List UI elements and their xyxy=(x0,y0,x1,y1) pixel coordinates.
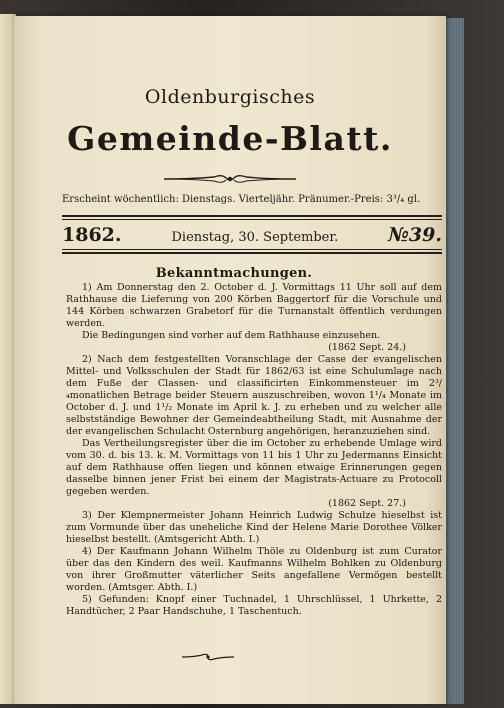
header-rule-top-thin xyxy=(62,219,442,220)
notice-1-extra: Die Bedingungen sind vorher auf dem Rathhause einzusehen. xyxy=(82,330,381,341)
notice-5: 5) Gefunden: Knopf einer Tuchnadel, 1 Uhrschlüssel, 1 Uhrkette, 2 Handtücher, 2 Paar Handschuhe, 1 Taschentuch. xyxy=(66,594,442,617)
notice-2-extra: Das Vertheilungsregister über die im October zu erhebende Umlage wird vom 30. d. bis 13. k. M. Vormittags von 11 bis 1 Uhr zu Jedermanns Einsicht auf dem Rathhause offen liegen und können etwaige Erinnerungen gegen dasselbe binnen jener Frist bei einem der Magistrats-Actuare zu Protocoll gegeben werden. xyxy=(66,438,442,497)
header-rule-top xyxy=(62,215,442,217)
end-ornament-icon xyxy=(180,652,236,662)
notices-body xyxy=(66,282,442,618)
issue-year: 1862. xyxy=(62,224,122,246)
masthead-top-line: Oldenburgisches xyxy=(144,86,316,108)
notice-3: 3) Der Klempnermeister Johann Heinrich Ludwig Schulze hieselbst ist zum Vormunde über das uneheliche Kind der Helene Marie Dorothee Völker hieselbst bestellt. (Amtsgericht Abth. I.) xyxy=(66,510,442,545)
publication-info: Erscheint wöchentlich: Dienstags. Vierteljähr. Pränumer.-Preis: 3³/₄ gl. xyxy=(62,194,421,205)
notice-2: 2) Nach dem festgestellten Voranschlage der Casse der evangelischen Mittel- und Volksschulen der Stadt für 1862/63 ist eine Schulumlage nach dem Fuße der Classen- und classificirten Einkommensteuer im 2³/₄monatlichen Betrage beider Steuern auszuschreiben, wovon 1¹/₄ Monate im October d. J. und 1¹/₂ Monate im April k. J. zu erheben und zu welcher alle selbstständige Bewohner der Gemeindeabtheilung Stadt, mit Ausnahme der der evangelischen Schulacht Osternburg angehörigen, heranzuziehen sind. xyxy=(66,354,442,437)
masthead-title: Gemeinde-Blatt. xyxy=(67,119,393,158)
issue-date: Dienstag, 30. September. xyxy=(171,230,339,245)
notice-1: 1) Am Donnerstag den 2. October d. J. Vormittags 11 Uhr soll auf dem Rathhause die Lieferung von 200 Körben Baggertorf für die Vorschule und 144 Körben schwarzen Grabetorf für die Turnanstalt öffentlich verdungen werden. xyxy=(66,282,442,329)
notice-4: 4) Der Kaufmann Johann Wilhelm Thöle zu Oldenburg ist zum Curator über das den Kindern des weil. Kaufmanns Wilhelm Bohlken zu Oldenburg von ihrer Großmutter väterlicher Seits angefallene Vermögen bestellt worden. (Amtsger. Abth. I.) xyxy=(66,546,442,593)
header-rule-bottom xyxy=(62,252,442,254)
section-title: Bekanntmachungen. xyxy=(155,266,313,281)
newspaper-page xyxy=(14,16,446,704)
notice-2-ref: (1862 Sept. 27.) xyxy=(328,498,406,509)
issue-number: №39. xyxy=(388,224,442,246)
scroll-ornament-icon xyxy=(162,172,298,186)
dateline xyxy=(62,224,442,246)
notice-1-ref: (1862 Sept. 24.) xyxy=(328,342,406,353)
header-rule-bottom-thin xyxy=(62,249,442,250)
